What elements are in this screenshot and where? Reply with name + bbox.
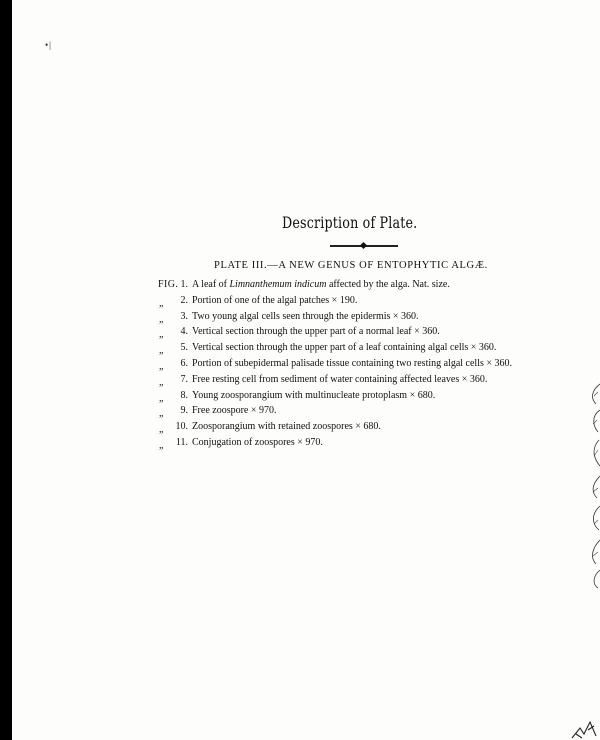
title-ornament-rule — [330, 243, 398, 249]
figure-prefix: „ — [159, 313, 164, 325]
figure-prefix: „ — [159, 376, 164, 388]
figure-prefix: „ — [159, 345, 164, 357]
figure-caption — [192, 295, 357, 306]
figure-number: 5. — [180, 342, 188, 354]
figure-caption — [192, 326, 440, 337]
caption-text: Vertical section through the upper part of a normal leaf × 360. — [192, 326, 440, 338]
caption-text: Conjugation of zoospores × 970. — [192, 437, 323, 448]
figure-caption — [192, 421, 381, 432]
page-title: Description of Plate. — [282, 214, 418, 232]
figure-caption — [192, 358, 512, 369]
figure-caption — [192, 437, 323, 448]
figure-prefix: FIG. — [158, 279, 179, 290]
figure-caption — [192, 342, 496, 353]
document-page — [12, 0, 600, 740]
caption-text: Zoosporangium with retained zoospores × 680. — [192, 421, 381, 433]
plate-heading: PLATE III.—A NEW GENUS OF ENTOPHYTIC ALGÆ. — [214, 260, 488, 271]
caption-text: Free resting cell from sediment of water containing affected leaves × 360. — [192, 373, 488, 385]
figure-prefix: „ — [159, 329, 164, 341]
figure-prefix: „ — [159, 440, 164, 451]
figure-number: 2. — [180, 294, 188, 306]
caption-text: Two young algal cells seen through the epidermis × 360. — [192, 310, 419, 322]
figure-prefix: „ — [159, 424, 164, 436]
figure-caption — [192, 311, 419, 322]
caption-text: Free zoospore × 970. — [192, 405, 277, 417]
figure-prefix: „ — [159, 297, 164, 309]
adjacent-plate-edge-art — [586, 380, 600, 590]
caption-text: Portion of one of the algal patches × 190. — [192, 294, 358, 306]
figure-number: 10. — [175, 421, 188, 433]
figure-number: 9. — [180, 405, 188, 417]
figure-prefix: „ — [159, 361, 164, 372]
figure-caption — [192, 279, 450, 290]
corner-scrap-art — [570, 714, 598, 740]
figure-caption — [192, 374, 487, 385]
caption-text: Young zoosporangium with multinucleate protoplasm × 680. — [192, 389, 436, 401]
figure-caption — [192, 390, 435, 401]
figure-number: 8. — [180, 389, 188, 401]
caption-text: Portion of subepidermal palisade tissue containing two resting algal cells × 360. — [192, 358, 513, 369]
caption-text-after: affected by the alga. Nat. size. — [326, 279, 450, 290]
corner-mark: •| — [45, 40, 52, 50]
figure-prefix: „ — [159, 392, 164, 404]
caption-text: Vertical section through the upper part of a leaf containing algal cells × 360. — [192, 342, 497, 354]
figure-number: 1. — [180, 279, 188, 290]
figure-number: 7. — [180, 373, 188, 385]
figure-number: 4. — [180, 326, 188, 338]
figure-number: 11. — [175, 437, 188, 448]
figure-prefix: „ — [159, 408, 164, 420]
caption-text: A leaf of — [192, 279, 230, 290]
species-name: Limnanthemum indicum — [229, 279, 327, 290]
figure-number: 6. — [180, 358, 188, 369]
figure-number: 3. — [180, 310, 188, 322]
ornament-diamond-icon — [360, 242, 367, 249]
figure-caption — [192, 405, 277, 416]
